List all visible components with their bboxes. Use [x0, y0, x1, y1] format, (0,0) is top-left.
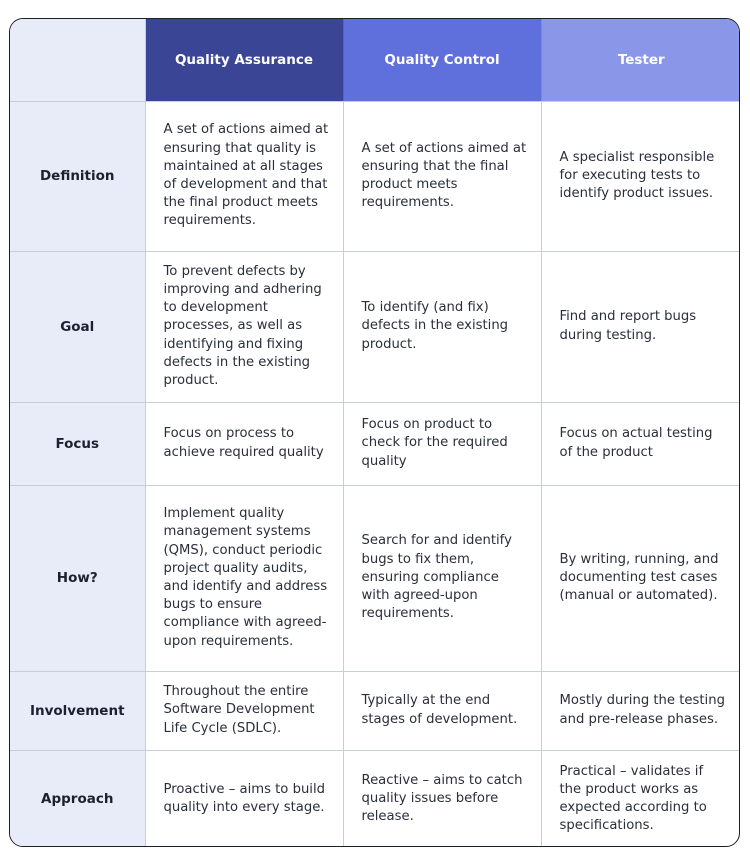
row-label-approach: Approach: [10, 750, 145, 847]
row-label-how: How?: [10, 485, 145, 671]
row-label-goal: Goal: [10, 251, 145, 402]
cell-how-qc: Search for and identify bugs to fix them, ensuring compliance with agreed-upon requirements.: [343, 485, 541, 671]
header-tester: Tester: [541, 19, 740, 101]
cell-goal-qa: To prevent defects by improving and adhering to development processes, as well as identifying and fixing defects in the existing product.: [145, 251, 343, 402]
cell-approach-qa: Proactive – aims to build quality into every stage.: [145, 750, 343, 847]
cell-focus-qa: Focus on process to achieve required quality: [145, 402, 343, 485]
cell-focus-qc: Focus on product to check for the required quality: [343, 402, 541, 485]
row-approach: [10, 750, 740, 847]
comparison-table: [9, 18, 740, 847]
header-quality-assurance: Quality Assurance: [145, 19, 343, 101]
row-focus: [10, 402, 740, 485]
row-how: [10, 485, 740, 671]
cell-definition-qc: A set of actions aimed at ensuring that the final product meets requirements.: [343, 101, 541, 251]
cell-approach-tester: Practical – validates if the product works as expected according to specifications.: [559, 763, 707, 834]
cell-approach-qc: Reactive – aims to catch quality issues before release.: [343, 750, 541, 847]
header-quality-control: Quality Control: [343, 19, 541, 101]
header-corner-cell: [10, 19, 145, 101]
row-label-definition: Definition: [10, 101, 145, 251]
cell-involvement-qa: Throughout the entire Software Development Life Cycle (SDLC).: [145, 671, 343, 750]
comparison-grid: [10, 19, 740, 847]
cell-how-tester: By writing, running, and documenting test cases (manual or automated).: [541, 485, 740, 671]
cell-how-qa: Implement quality management systems (QMS), conduct periodic project quality audits, and identify and address bugs to ensure compliance with agreed-upon requirements.: [145, 485, 343, 671]
cell-focus-tester: Focus on actual testing of the product: [541, 402, 740, 485]
row-definition: [10, 101, 740, 251]
cell-definition-qa: A set of actions aimed at ensuring that quality is maintained at all stages of development and that the final product meets requirements.: [145, 101, 343, 251]
cell-goal-qc: To identify (and fix) defects in the existing product.: [343, 251, 541, 402]
row-label-involvement: Involvement: [10, 671, 145, 750]
row-goal: [10, 251, 740, 402]
header-row: [10, 19, 740, 101]
row-label-focus: Focus: [10, 402, 145, 485]
cell-goal-tester: Find and report bugs during testing.: [541, 251, 740, 402]
cell-involvement-qc: Typically at the end stages of development.: [343, 671, 541, 750]
cell-involvement-tester: Mostly during the testing and pre-release phases.: [541, 671, 740, 750]
row-involvement: [10, 671, 740, 750]
cell-definition-tester: A specialist responsible for executing tests to identify product issues.: [541, 101, 740, 251]
